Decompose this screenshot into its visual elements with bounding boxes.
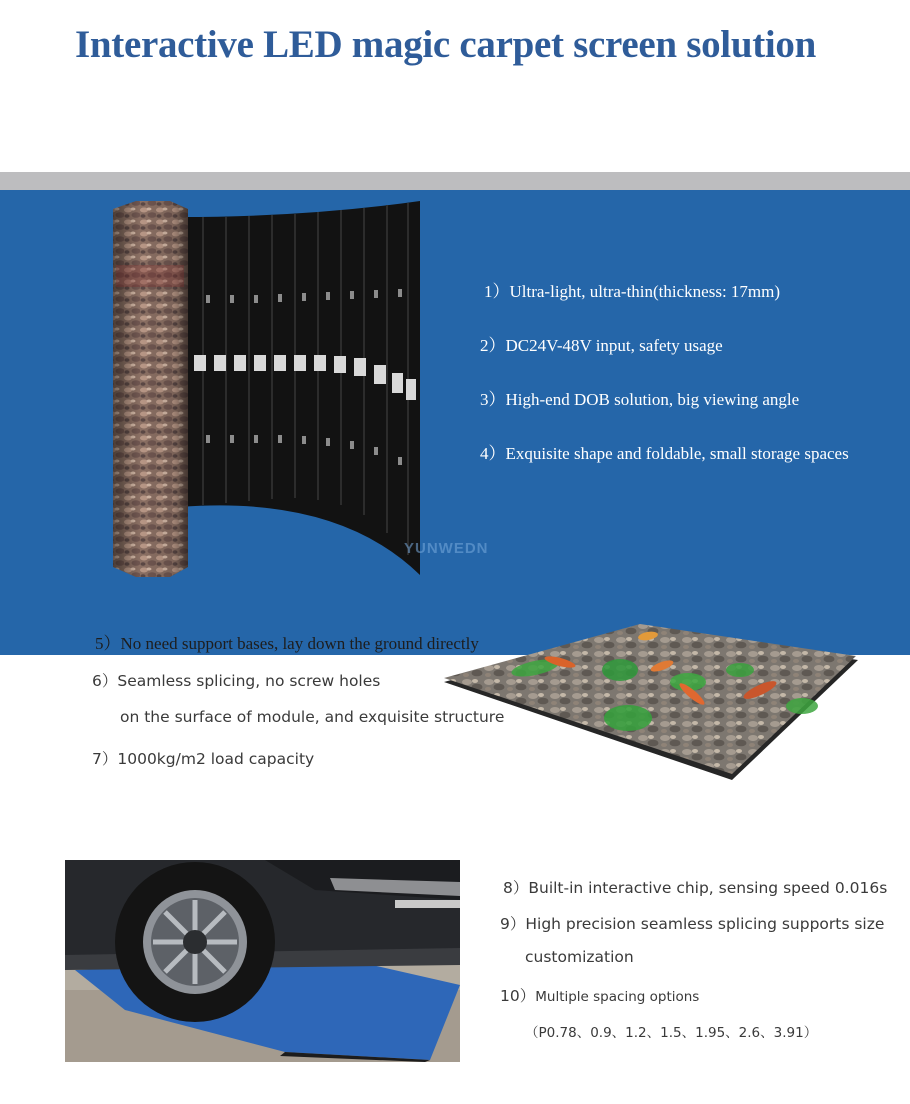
feature-9: 9）High precision seamless splicing supports size: [500, 915, 885, 933]
feature-7: 7）1000kg/m2 load capacity: [92, 750, 315, 768]
feature-10: [500, 984, 699, 1006]
floor-led-tile-image: [440, 622, 860, 784]
feature-9-continued: customization: [525, 948, 634, 966]
feature-8: 8）Built-in interactive chip, sensing speed 0.016s: [503, 879, 888, 897]
feature-6-continued: on the surface of module, and exquisite structure: [120, 708, 505, 726]
car-on-led-floor-image: [65, 860, 460, 1062]
curved-led-screen-image: [108, 195, 428, 580]
watermark-text: YUNWEDN: [404, 540, 489, 557]
feature-1: 1）Ultra-light, ultra-thin(thickness: 17mm): [484, 282, 781, 301]
feature-10-number: 10）: [500, 987, 536, 1005]
feature-4: 4）Exquisite shape and foldable, small storage spaces: [480, 444, 849, 463]
feature-3: 3）High-end DOB solution, big viewing angle: [480, 390, 800, 409]
gray-divider-bar: [0, 172, 910, 190]
feature-10-text: Multiple spacing options: [535, 989, 700, 1005]
page-title: Interactive LED magic carpet screen solution: [75, 23, 817, 66]
feature-5: 5）No need support bases, lay down the ground directly: [95, 634, 479, 653]
feature-6: 6）Seamless splicing, no screw holes: [92, 672, 381, 690]
feature-10-options: （P0.78、0.9、1.2、1.5、1.95、2.6、3.91）: [525, 1025, 818, 1041]
feature-2: 2）DC24V-48V input, safety usage: [480, 336, 723, 355]
